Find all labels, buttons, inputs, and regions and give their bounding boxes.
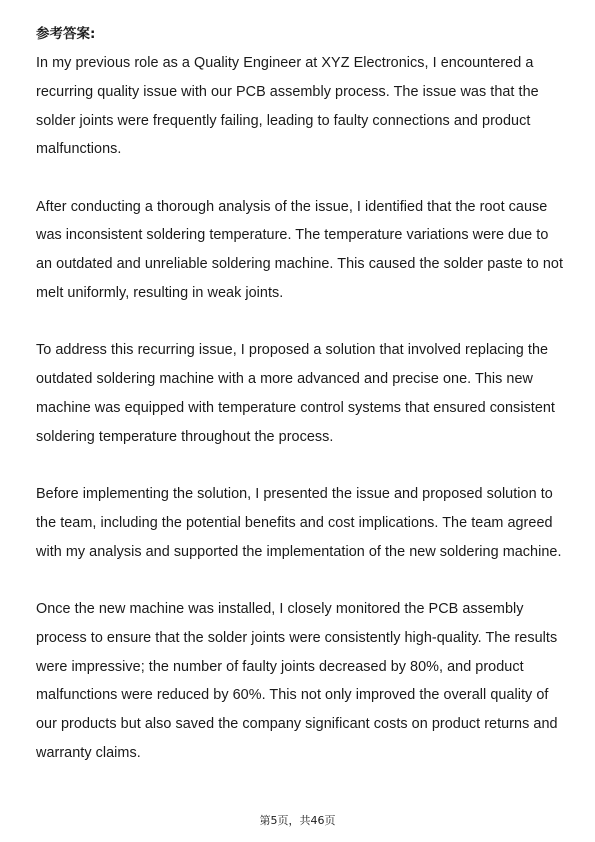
answer-heading: 参考答案: <box>36 26 96 42</box>
page-number-footer: 第5页，共46页 <box>259 814 336 827</box>
paragraph-1: In my previous role as a Quality Engineer at XYZ Electronics, I encountered a recurring quality issue with our PCB assembly process. The issue was that the solder joints were frequently failing, leading to faulty connections and product malfunctions. <box>36 55 539 158</box>
paragraph-2: After conducting a thorough analysis of the issue, I identified that the root cause was inconsistent soldering temperature. The temperature variations were due to an outdated and unreliable soldering machine. This caused the solder paste to not melt uniformly, resulting in weak joints. <box>36 198 563 302</box>
paragraph-3: To address this recurring issue, I proposed a solution that involved replacing the outdated soldering machine with a more advanced and precise one. This new machine was equipped with temperature control systems that ensured consistent soldering temperature throughout the process. <box>36 342 555 445</box>
answer-section <box>36 25 566 796</box>
paragraph-5: Once the new machine was installed, I closely monitored the PCB assembly process to ensure that the solder joints were consistently high-quality. The results were impressive; the number of faulty joints decreased by 80%, and product malfunctions were reduced by 60%. This not only improved the overall quality of our products but also saved the company significant costs on product returns and warranty claims. <box>36 600 558 761</box>
paragraph-4: Before implementing the solution, I presented the issue and proposed solution to the team, including the potential benefits and cost implications. The team agreed with my analysis and supported the implementation of the new soldering machine. <box>36 486 562 560</box>
